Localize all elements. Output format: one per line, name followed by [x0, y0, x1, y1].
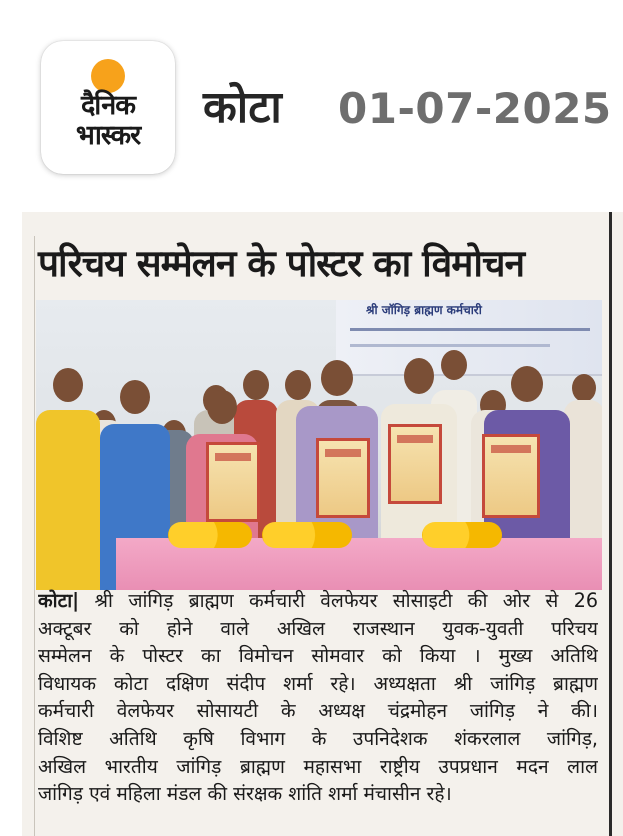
event-poster — [482, 434, 540, 518]
event-poster — [388, 424, 442, 504]
article-line — [38, 587, 598, 615]
article-line: विशिष्ट अतिथि कृषि विभाग के उपनिदेशक शंकरलाल जांगिड़, — [38, 726, 598, 750]
page-header — [0, 0, 623, 215]
event-photo — [36, 300, 602, 590]
article-line: विधायक कोटा दक्षिण संदीप शर्मा रहे। अध्यक्षता श्री जांगिड़ ब्राह्मण — [38, 671, 598, 695]
flower-garland — [422, 522, 502, 548]
article-line: जांगिड़ एवं महिला मंडल की संरक्षक शांति शर्मा मंचासीन रहे। — [38, 782, 452, 806]
column-rule-left — [34, 236, 35, 836]
article-line: अक्टूबर को होने वाले अखिल राजस्थान युवक-युवती परिचय — [38, 616, 598, 640]
article-body — [38, 587, 598, 808]
edition-date: 01-07-2025 — [338, 84, 612, 133]
article-dateline: कोटा| — [38, 589, 80, 612]
person-figure — [36, 368, 100, 590]
event-poster — [206, 442, 260, 522]
article-line: सम्मेलन के पोस्टर का विमोचन सोमवार को किया । मुख्य अतिथि — [38, 644, 598, 668]
dainik-bhaskar-logo[interactable] — [41, 41, 175, 174]
newspaper-clipping — [22, 212, 623, 836]
logo-line-2: भास्कर — [75, 120, 141, 151]
flower-garland — [262, 522, 352, 548]
article-line: कर्मचारी वेलफेयर सोसायटी के अध्यक्ष चंद्रमोहन जांगिड़ ने की। — [38, 699, 598, 723]
logo-line-1: दैनिक — [80, 90, 136, 121]
article-headline: परिचय सम्मेलन के पोस्टर का विमोचन — [38, 242, 524, 285]
article-line: अखिल भारतीय जांगिड़ ब्राह्मण महासभा राष्ट्रीय उपप्रधान मदन लाल — [38, 754, 598, 778]
edition-city: कोटा — [203, 82, 282, 133]
column-rule-right — [609, 212, 612, 836]
sun-icon — [91, 59, 125, 93]
banner-text: श्री जॉगिड़ ब्राह्मण कर्मचारी — [366, 303, 482, 317]
flower-garland — [168, 522, 252, 548]
event-poster — [316, 438, 370, 518]
article-line-text: श्री जांगिड़ ब्राह्मण कर्मचारी वेलफेयर सोसाइटी की ओर से 26 — [79, 589, 598, 612]
